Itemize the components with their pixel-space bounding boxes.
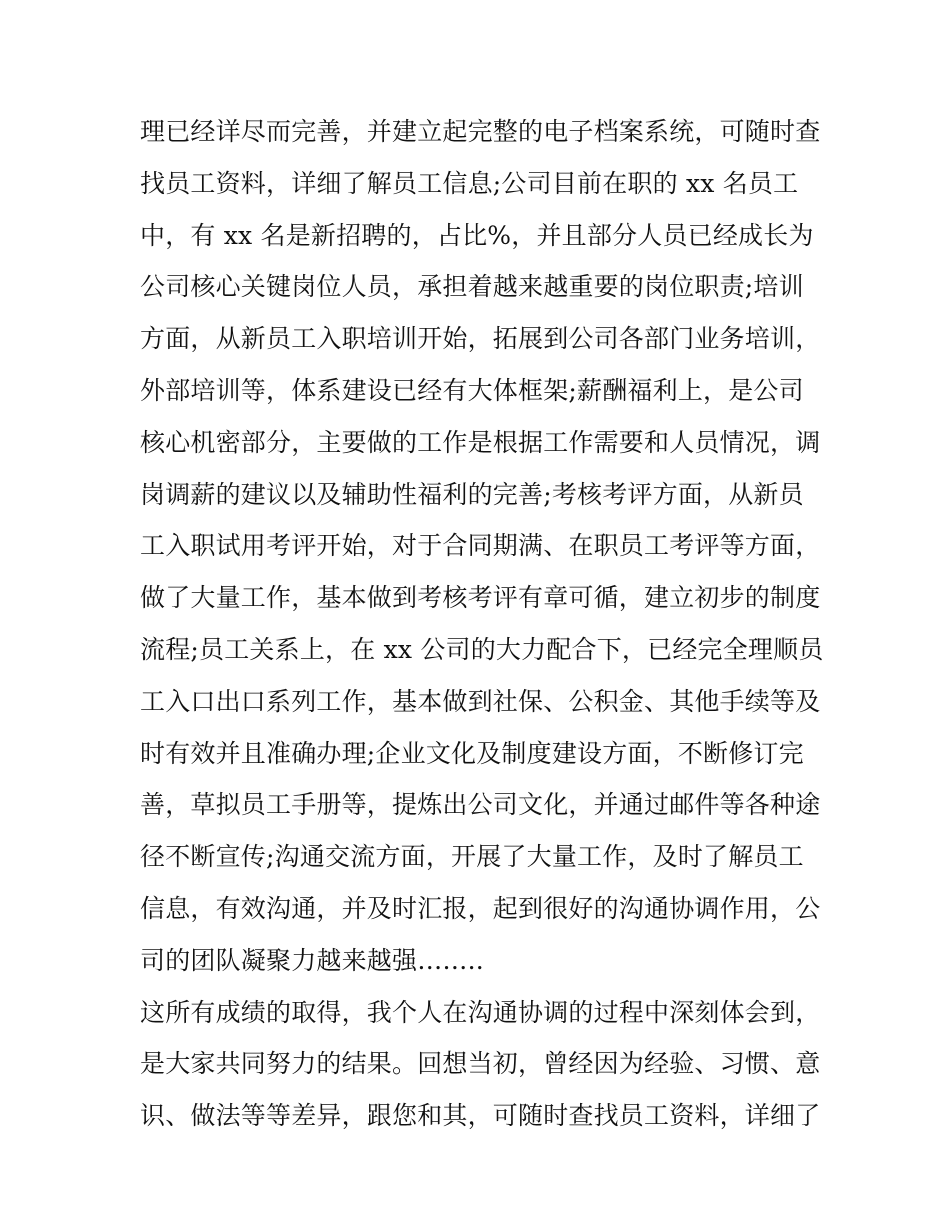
text-line: 中，有 xx 名是新招聘的，占比%，并且部分人员已经成长为 [140,220,814,250]
text-line: 方面，从新员工入职培训开始，拓展到公司各部门业务培训， [140,324,821,354]
text-line: 时有效并且准确办理;企业文化及制度建设方面，不断修订完 [140,738,804,768]
text-line: 径不断宣传;沟通交流方面，开展了大量工作，及时了解员工 [140,842,804,872]
text-line: 公司核心关键岗位人员，承担着越来越重要的岗位职责;培训 [140,272,804,302]
text-line: 外部培训等，体系建设已经有大体框架;薪酬福利上，是公司 [140,375,804,405]
text-line: 识、做法等等差异，跟您和其，可随时查找员工资料，详细了 [140,1101,821,1131]
text-line: 找员工资料，详细了解员工信息;公司目前在职的 xx 名员工 [140,168,799,198]
text-line: 工入口出口系列工作，基本做到社保、公积金、其他手续等及 [140,686,821,716]
text-line: 岗调薪的建议以及辅助性福利的完善;考核考评方面，从新员 [140,479,804,509]
text-line: 司的团队凝聚力越来越强…….. [140,945,484,975]
text-line: 流程;员工关系上，在 xx 公司的大力配合下，已经完全理顺员 [140,634,824,664]
body-text [140,106,824,1142]
text-line: 做了大量工作，基本做到考核考评有章可循，建立初步的制度 [140,583,821,613]
text-line: 核心机密部分，主要做的工作是根据工作需要和人员情况，调 [140,427,821,457]
text-line: 信息，有效沟通，并及时汇报，起到很好的沟通协调作用，公 [140,893,821,923]
text-line: 是大家共同努力的结果。回想当初，曾经因为经验、习惯、意 [140,1049,821,1079]
text-line: 理已经详尽而完善，并建立起完整的电子档案系统，可随时查 [140,117,821,146]
text-line: 工入职试用考评开始，对于合同期满、在职员工考评等方面， [140,531,821,561]
text-line: 这所有成绩的取得，我个人在沟通协调的过程中深刻体会到， [140,997,821,1027]
text-line: 善，草拟员工手册等，提炼出公司文化，并通过邮件等各种途 [140,790,821,820]
